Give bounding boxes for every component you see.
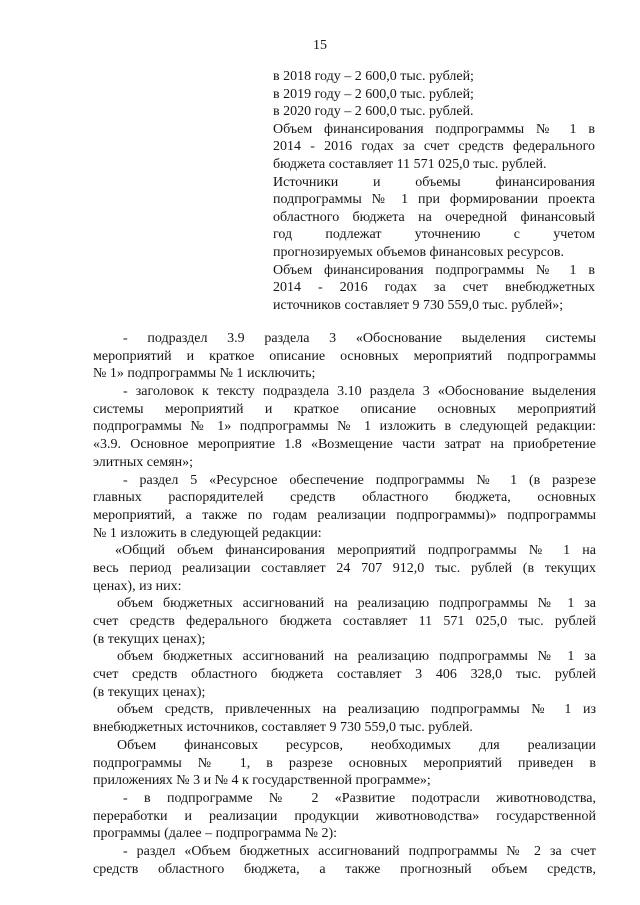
body-line: весь период реализации составляет 24 707 912,0 тыс. рублей (в текущих [93,560,596,576]
body-line: (в текущих ценах); [93,684,206,700]
body-line: средств областного бюджета, а также прогнозный объем средств, [93,861,596,877]
body-line: приложениях № 3 и № 4 к государственной программе»; [93,773,431,789]
passport-line: в 2020 году – 2 600,0 тыс. рублей. [273,104,474,120]
body-line: (в текущих ценах); [93,631,206,647]
body-line: подпрограммы № 1, в разрезе основных мероприятий приведен в [93,755,596,771]
passport-line: 2014 - 2016 годах за счет внебюджетных [273,280,595,296]
body-line: - в подпрограмме № 2 «Развитие подотрасли животноводства, [123,790,596,806]
body-line: «Общий объем финансирования мероприятий подпрограммы № 1 на [115,543,596,559]
amendment-body-text [93,330,596,878]
passport-line: в 2018 году – 2 600,0 тыс. рублей; [273,69,474,84]
passport-funding-column [273,68,595,314]
body-line: Объем финансовых ресурсов, необходимых для реализации [117,737,596,753]
body-line: подпрограммы № 1» подпрограммы № 1 изложить в следующей редакции: [93,419,596,435]
body-line: - раздел 5 «Ресурсное обеспечение подпрограммы № 1 (в разрезе [123,472,596,488]
passport-line: 2014 - 2016 годах за счет средств федерального [273,139,595,155]
body-line: - подраздел 3.9 раздела 3 «Обоснование выделения системы [123,331,596,346]
passport-line: областного бюджета на очередной финансовый [273,209,595,225]
passport-line: прогнозируемых объемов финансовых ресурсов. [273,244,564,260]
body-line: объем средств, привлеченных на реализацию подпрограммы № 1 из [117,702,596,718]
body-line: счет средств областного бюджета составляет 3 406 328,0 тыс. рублей [93,667,596,683]
passport-line: Объем финансирования подпрограммы № 1 в [273,262,595,278]
passport-line: бюджета составляет 11 571 025,0 тыс. рублей. [273,156,547,172]
body-line: № 1» подпрограммы № 1 исключить; [93,366,316,382]
body-line: программы (далее – подпрограмма № 2): [93,826,338,842]
body-line: системы мероприятий и краткое описание основных мероприятий [93,401,596,417]
page-number: 15 [313,38,327,53]
passport-line: подпрограммы № 1 при формировании проекта [273,192,595,208]
passport-line: Источники и объемы финансирования [273,174,595,190]
body-line: мероприятий и краткое описание основных мероприятий подпрограммы [93,348,596,364]
body-line: - заголовок к тексту подраздела 3.10 раздела 3 «Обоснование выделения [123,384,596,400]
body-line: главных распорядителей средств областного бюджета, основных [93,490,596,506]
body-line: объем бюджетных ассигнований на реализацию подпрограммы № 1 за [117,649,596,665]
body-line: внебюджетных источников, составляет 9 730 559,0 тыс. рублей. [93,720,473,736]
body-line: ценах), из них: [93,578,182,594]
passport-line: источников составляет 9 730 559,0 тыс. рублей»; [273,297,564,313]
body-line: мероприятий, а также по годам реализации подпрограммы)» подпрограммы [93,507,596,523]
body-line: - раздел «Объем бюджетных ассигнований подпрограммы № 2 за счет [123,843,596,859]
body-line: объем бюджетных ассигнований на реализацию подпрограммы № 1 за [117,596,596,612]
body-line: № 1 изложить в следующей редакции: [93,525,322,541]
body-line: переработки и реализации продукции животноводства» государственной [93,808,596,824]
body-line: счет средств федерального бюджета составляет 11 571 025,0 тыс. рублей [93,614,596,629]
passport-line: год подлежат уточнению с учетом [273,227,595,243]
body-line: элитных семян»; [93,454,194,470]
body-line: «3.9. Основное мероприятие 1.8 «Возмещение части затрат на приобретение [93,437,596,453]
passport-line: в 2019 году – 2 600,0 тыс. рублей; [273,86,474,102]
passport-line: Объем финансирования подпрограммы № 1 в [273,121,595,137]
